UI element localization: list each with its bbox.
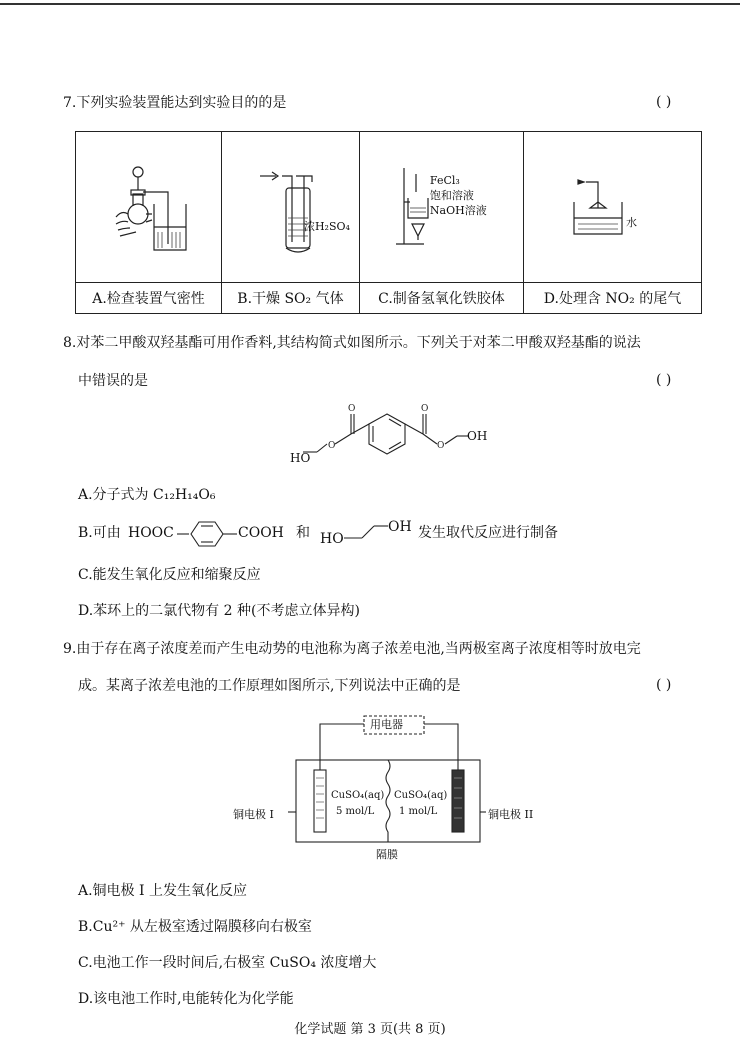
svg-text:O: O: [328, 441, 336, 451]
c-sat-label: 饱和溶液: [429, 189, 474, 202]
c-fecl3-label: FeCl₃: [429, 174, 460, 187]
svg-text:O: O: [437, 441, 445, 451]
q7-caption-b: B.干燥 SO₂ 气体: [221, 283, 359, 314]
q8-option-c: C.能发生氧化反应和缩聚反应: [78, 567, 261, 583]
q9-right-solution: CuSO₄(aq): [394, 790, 448, 801]
top-border-line: [0, 3, 740, 5]
q8-struct-ho: HO: [290, 451, 311, 465]
q9-stem-line2: 成。某离子浓差电池的工作原理如图所示,下列说法中正确的是: [78, 678, 461, 694]
q8-option-b-hooc: HOOC: [128, 525, 174, 541]
q7-option-c-figure: [359, 132, 523, 283]
q9-option-b: B.Cu²⁺ 从左极室透过隔膜移向右极室: [78, 919, 312, 935]
b-acid-label: 浓H₂SO₄: [303, 220, 350, 233]
svg-text:O: O: [348, 404, 356, 414]
q8-struct-oh: OH: [467, 429, 488, 443]
electrode-right: [452, 770, 464, 832]
q8-answer-paren: ( ): [656, 372, 672, 388]
q7-option-a-figure: [76, 132, 222, 283]
page-footer: 化学试题 第 3 页(共 8 页): [294, 1022, 446, 1037]
q8-stem-line1: 8.对苯二甲酸双羟基酯可用作香料,其结构简式如图所示。下列关于对苯二甲酸双羟基酯的说法: [63, 335, 641, 351]
q8-option-b-prefix: B.可由: [78, 525, 121, 541]
q8-option-b-oh: OH: [388, 519, 412, 535]
c-naoh-label: NaOH溶液: [429, 204, 487, 217]
svg-text:O: O: [421, 404, 429, 414]
q7-caption-a: A.检查装置气密性: [76, 283, 222, 314]
q9-option-a: A.铜电极 I 上发生氧化反应: [78, 883, 247, 899]
q8-option-a: A.分子式为 C₁₂H₁₄O₆: [78, 487, 216, 503]
q9-membrane-label: 隔膜: [376, 848, 398, 861]
q9-electrode-left-label: 铜电极 I: [233, 808, 274, 821]
q9-left-solution: CuSO₄(aq): [331, 790, 385, 801]
q9-device-label: 用电器: [370, 718, 403, 731]
q9-option-d: D.该电池工作时,电能转化为化学能: [78, 991, 294, 1007]
tail-gas-apparatus: [524, 132, 674, 282]
q7-options-table: [75, 131, 702, 314]
q9-left-conc: 5 mol/L: [336, 806, 375, 817]
q8-option-b-ho: HO: [320, 531, 344, 547]
q8-option-b-suffix: 发生取代反应进行制备: [418, 525, 558, 541]
q7-answer-paren: ( ): [656, 94, 672, 110]
drying-tube-apparatus: [222, 132, 379, 282]
d-water-label: 水: [626, 216, 638, 229]
electrode-left: [314, 770, 326, 832]
q8-b-benzene-ring: [177, 517, 241, 551]
q8-b-glycol-chain: [340, 520, 390, 542]
q8-option-b-cooh: COOH: [238, 525, 284, 541]
q8-option-b-and: 和: [296, 525, 310, 541]
q9-electrode-right-label: 铜电极 II: [488, 808, 534, 821]
airtight-check-apparatus: [76, 132, 233, 282]
q9-right-conc: 1 mol/L: [399, 806, 438, 817]
q7-caption-c: C.制备氢氧化铁胶体: [359, 283, 523, 314]
q7-option-b-figure: [221, 132, 359, 283]
q8-stem-line2: 中错误的是: [78, 373, 148, 389]
q7-caption-d: D.处理含 NO₂ 的尾气: [524, 283, 702, 314]
q7-option-d-figure: [524, 132, 702, 283]
q9-option-c: C.电池工作一段时间后,右极室 CuSO₄ 浓度增大: [78, 955, 377, 971]
q8-option-d: D.苯环上的二氯代物有 2 种(不考虑立体异构): [78, 603, 360, 619]
q9-stem-line1: 9.由于存在离子浓度差而产生电动势的电池称为离子浓差电池,当两极室离子浓度相等时放电完: [63, 641, 641, 657]
q9-answer-paren: ( ): [656, 677, 672, 693]
q7-stem: 7.下列实验装置能达到实验目的的是: [63, 95, 287, 111]
